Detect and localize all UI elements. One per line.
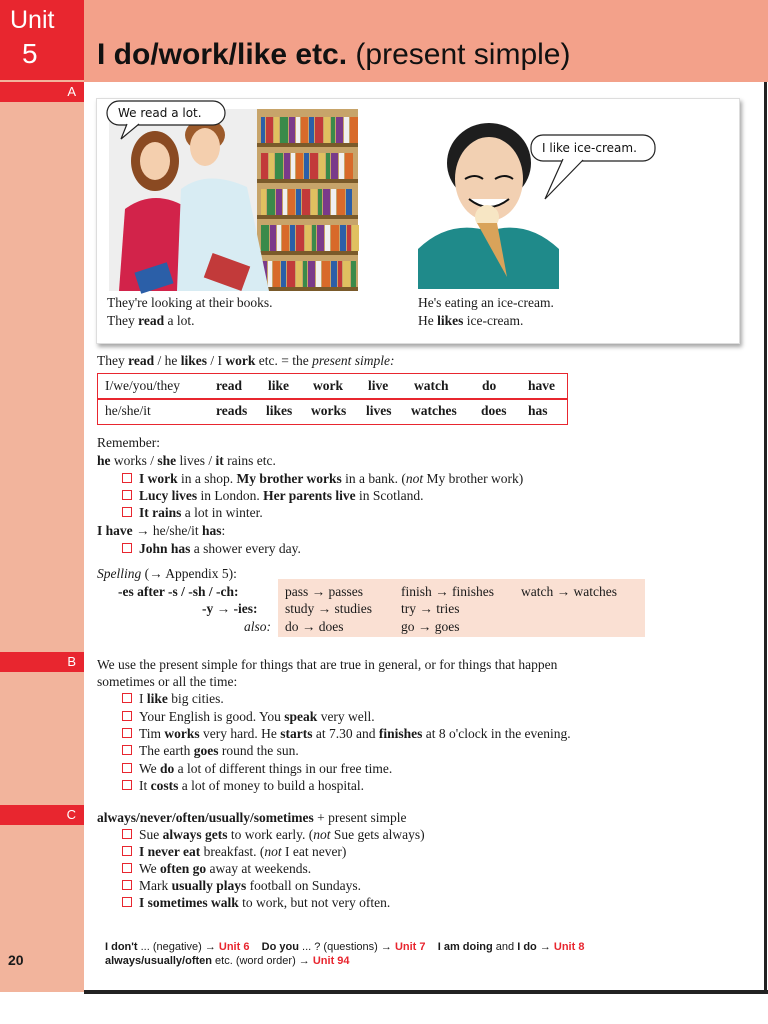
illustration-panel xyxy=(96,98,740,344)
section-b-intro-2: sometimes or all the time: xyxy=(97,674,238,689)
section-b-intro-1: We use the present simple for things that are true in general, or for things that happen xyxy=(97,657,558,672)
example-item: It costs a lot of money to build a hospital. xyxy=(122,777,364,794)
left-margin-band xyxy=(0,0,84,992)
table-cell: live xyxy=(368,378,389,393)
cross-ref-line-1: I don't ... (negative) → Unit 6 Do you ... ? (questions) → Unit 7 I am doing and I do → Unit 8 xyxy=(105,941,585,953)
example-item: I never eat breakfast. (not I eat never) xyxy=(122,843,346,860)
link-unit-8[interactable]: Unit 8 xyxy=(553,941,585,953)
checkbox-icon xyxy=(122,711,132,721)
checkbox-icon xyxy=(122,897,132,907)
checkbox-icon xyxy=(122,693,132,703)
section-tab-c: C xyxy=(0,805,84,825)
example-item: Mark usually plays football on Sundays. xyxy=(122,877,361,894)
right-border xyxy=(764,82,767,992)
table-cell: have xyxy=(528,378,555,393)
table-cell: watch xyxy=(414,378,449,393)
spelling-rule-ies: -y → -ies: xyxy=(202,601,258,616)
caption-right-1: He's eating an ice-cream. xyxy=(418,295,554,310)
spelling-example: do → does xyxy=(285,619,344,634)
section-tab-b: B xyxy=(0,652,84,672)
checkbox-icon xyxy=(122,507,132,517)
title-bold: I do/work/like etc. xyxy=(97,38,348,71)
table-cell: like xyxy=(268,378,290,393)
spelling-example: pass → passes xyxy=(285,584,363,599)
caption-left-1: They're looking at their books. xyxy=(107,295,273,310)
example-item: I work in a shop. My brother works in a bank. (not My brother work) xyxy=(122,470,523,487)
checkbox-icon xyxy=(122,543,132,553)
checkbox-icon xyxy=(122,880,132,890)
title-rest: (present simple) xyxy=(347,38,571,71)
table-cell: does xyxy=(481,403,507,418)
spelling-example: go → goes xyxy=(401,619,460,634)
speech-bubble-left: We read a lot. xyxy=(118,106,202,120)
example-item: Sue always gets to work early. (not Sue gets always) xyxy=(122,826,425,843)
checkbox-icon xyxy=(122,473,132,483)
table-cell: work xyxy=(313,378,343,393)
unit-label: Unit xyxy=(10,6,55,34)
table-cell: likes xyxy=(266,403,293,418)
remember-rule: he works / she lives / it rains etc. xyxy=(97,453,276,468)
conjugation-table xyxy=(97,373,568,425)
example-item: I like big cities. xyxy=(122,690,224,707)
table-cell: lives xyxy=(366,403,392,418)
section-c-heading: always/never/often/usually/sometimes + present simple xyxy=(97,810,407,825)
unit-badge xyxy=(0,0,84,80)
checkbox-icon xyxy=(122,863,132,873)
table-cell: works xyxy=(311,403,347,418)
example-item: Tim works very hard. He starts at 7.30 and finishes at 8 o'clock in the evening. xyxy=(122,725,571,742)
cross-ref-line-2: always/usually/often etc. (word order) → Unit 94 xyxy=(105,955,350,967)
caption-left-2: They read a lot. xyxy=(107,313,195,328)
link-unit-6[interactable]: Unit 6 xyxy=(218,941,250,953)
spelling-label: Spelling (→ Appendix 5): xyxy=(97,566,237,581)
link-unit-7[interactable]: Unit 7 xyxy=(394,941,426,953)
caption-right-2: He likes ice-cream. xyxy=(418,313,524,328)
couple-reading-illustration xyxy=(107,101,359,294)
section-tab-a: A xyxy=(0,82,84,102)
table-cell: do xyxy=(482,378,497,393)
unit-number: 5 xyxy=(22,38,38,69)
checkbox-icon xyxy=(122,728,132,738)
example-item: The earth goes round the sun. xyxy=(122,742,299,759)
checkbox-icon xyxy=(122,745,132,755)
checkbox-icon xyxy=(122,490,132,500)
bottom-border xyxy=(84,990,768,994)
have-rule: I have → he/she/it has: xyxy=(97,523,226,538)
example-item: Your English is good. You speak very well. xyxy=(122,708,375,725)
remember-heading: Remember: xyxy=(97,435,160,450)
spelling-example: watch → watches xyxy=(521,584,617,599)
boy-ice-cream-illustration xyxy=(418,109,655,289)
checkbox-icon xyxy=(122,763,132,773)
spelling-example: finish → finishes xyxy=(401,584,494,599)
table-cell: watches xyxy=(411,403,457,418)
spelling-example: study → studies xyxy=(285,601,373,616)
spelling-example: try → tries xyxy=(401,601,460,616)
table-cell: reads xyxy=(216,403,248,418)
page-title xyxy=(97,38,570,72)
table-divider xyxy=(98,398,567,400)
example-item: John has a shower every day. xyxy=(122,540,301,557)
table-cell: read xyxy=(216,378,242,393)
checkbox-icon xyxy=(122,829,132,839)
checkbox-icon xyxy=(122,846,132,856)
example-item: I sometimes walk to work, but not very often. xyxy=(122,894,390,911)
example-item: We often go away at weekends. xyxy=(122,860,311,877)
example-item: We do a lot of different things in our free time. xyxy=(122,760,392,777)
present-simple-intro: They read / he likes / I work etc. = the present simple: xyxy=(97,353,395,368)
checkbox-icon xyxy=(122,780,132,790)
table-row1-label: I/we/you/they xyxy=(105,378,180,393)
spelling-rule-es: -es after -s / -sh / -ch: xyxy=(118,584,239,599)
table-row2-label: he/she/it xyxy=(105,403,151,418)
example-item: It rains a lot in winter. xyxy=(122,504,263,521)
table-cell: has xyxy=(528,403,548,418)
example-item: Lucy lives in London. Her parents live in Scotland. xyxy=(122,487,424,504)
page-number: 20 xyxy=(8,952,24,968)
spelling-rule-also: also: xyxy=(244,619,271,634)
speech-bubble-right: I like ice-cream. xyxy=(542,141,637,155)
link-unit-94[interactable]: Unit 94 xyxy=(312,955,350,967)
